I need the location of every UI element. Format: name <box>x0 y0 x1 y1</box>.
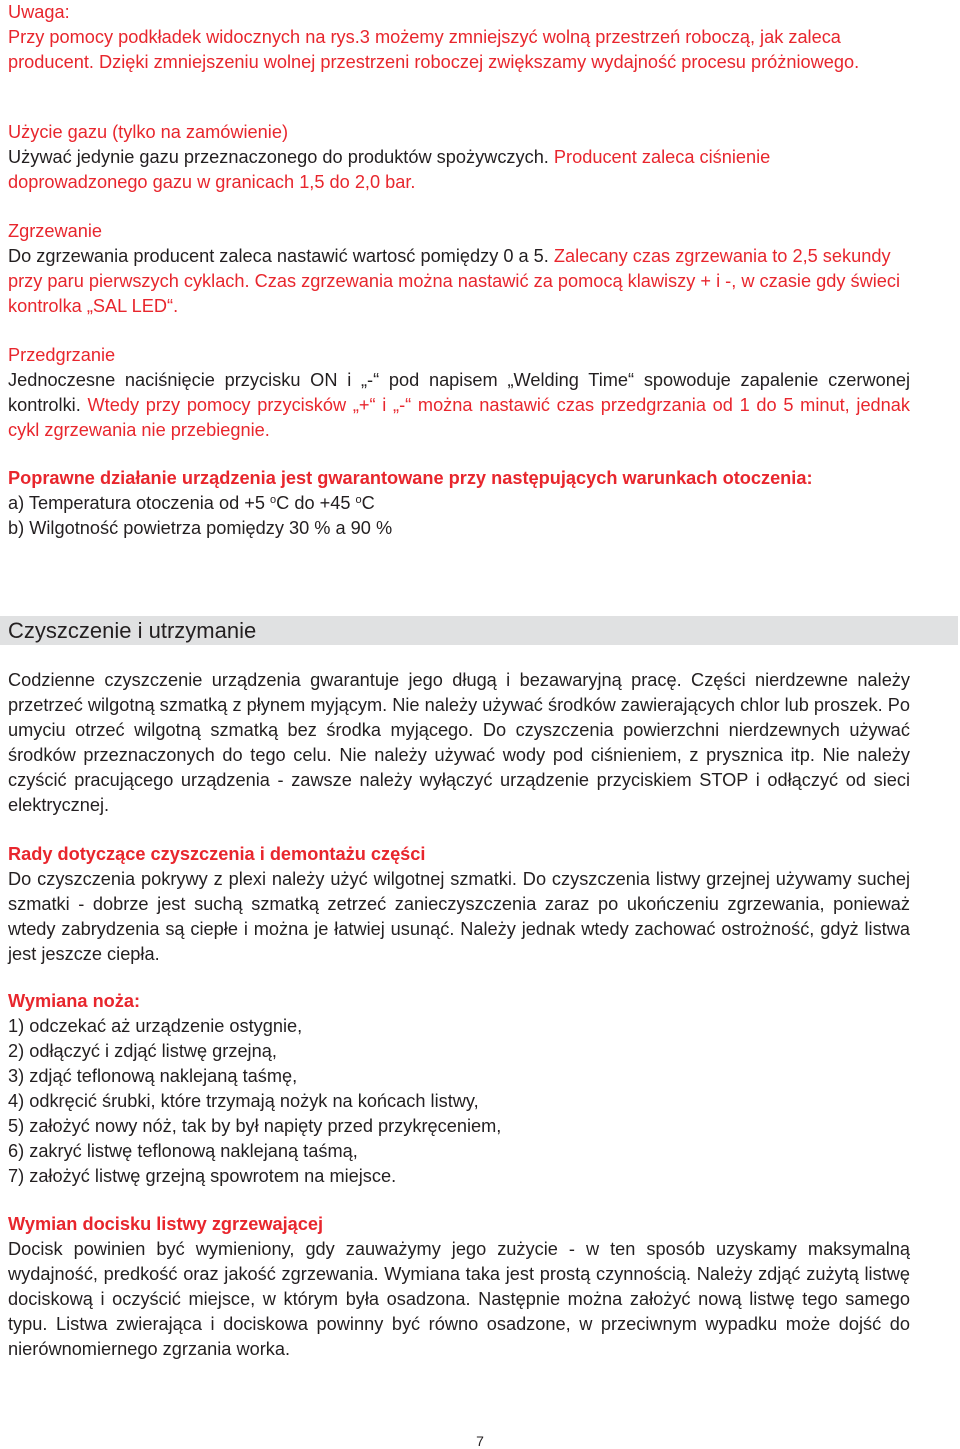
preheat-body-red: Wtedy przy pomocy przycisków „+“ i „-“ można nastawić czas przedgrzania od 1 do 5 minut, jednak cykl zgrzewania nie przebiegnie. <box>8 395 910 440</box>
welding-title: Zgrzewanie <box>8 221 103 241</box>
cleaning-block <box>8 668 910 818</box>
tips-title: Rady dotyczące czyszczenia i demontażu części <box>8 844 426 864</box>
list-item: 1) odczekać aż urządzenie ostygnie, <box>8 1016 303 1036</box>
section-title: Czyszczenie i utrzymanie <box>8 618 257 643</box>
list-item: 3) zdjąć teflonową naklejaną taśmę, <box>8 1066 298 1086</box>
list-item: 7) założyć listwę grzejną spowrotem na miejsce. <box>8 1166 397 1186</box>
knife-title: Wymiana noża: <box>8 991 141 1011</box>
conditions-block <box>8 466 910 541</box>
temperature-text-2: C do +45 <box>276 493 356 513</box>
degree-mark: o <box>270 494 277 506</box>
warning-title: Uwaga: <box>8 2 70 22</box>
warning-body: Przy pomocy podkładek widocznych na rys.3 możemy zmniejszyć wolną przestrzeń roboczą, jak zaleca producent. Dzięki zmniejszeniu wolnej przestrzeni roboczej zwiększamy wydajność procesu próżniowego. <box>8 27 860 72</box>
warning-block <box>8 0 910 75</box>
tips-block <box>8 842 910 967</box>
list-item: 4) odkręcić śrubki, które trzymają nożyk na końcach listwy, <box>8 1091 479 1111</box>
welding-body-red-2: Czas zgrzewania można nastawić za pomocą klawiszy + i -, w czasie gdy świeci kontrolka „SAL LED“. <box>8 271 901 316</box>
knife-steps <box>8 1014 910 1189</box>
temperature-unit: C <box>361 493 375 513</box>
list-item: 5) założyć nowy nóż, tak by był napięty przed przykręceniem, <box>8 1116 502 1136</box>
cleaning-body: Codzienne czyszczenie urządzenia gwarantuje jego długą i bezawaryjną pracę. Części nierdzewne należy przetrzeć wilgotną szmatką z płynem myjącym. Nie należy używać środków zawierających chlor lub proszek. Po umyciu otrzeć wilgotną szmatką bez środka myjącego. Do czyszczenia powierzchni nierdzewnych używać środków przeznaczonych do tego celu. Nie należy używać wody pod ciśnieniem, z prysznica itp. Nie należy czyścić pracującego urządzenia - zawsze należy wyłączyć urządzenie przyciskiem STOP i odłączyć od sieci elektrycznej. <box>8 670 910 815</box>
conditions-title: Poprawne działanie urządzenia jest gwarantowane przy następujących warunkach otoczenia: <box>8 468 813 488</box>
pressure-body: Docisk powinien być wymieniony, gdy zauważymy jego zużycie - w ten sposób uzyskamy maksymalną wydajność, predkość oraz jakość zgrzewania. Wymiana taka jest prostą czynnością. Należy zdjąć zużytą listwę dociskową i oczyścić miejsce, w którym była osadzona. Następnie można założyć nową listwę tego samego typu. Listwa zwierająca i dociskowa powinny być równo osadzone, w przeciwnym wypadku może dojść do nierównomiernego zgrzania worka. <box>8 1239 910 1359</box>
welding-body <box>8 244 910 319</box>
gas-title: Użycie gazu (tylko na zamówienie) <box>8 122 288 142</box>
gas-body-plain: Używać jedynie gazu przeznaczonego do produktów spożywczych. <box>8 147 554 167</box>
tips-body: Do czyszczenia pokrywy z plexi należy użyć wilgotnej szmatki. Do czyszczenia listwy grzejnej używamy suchej szmatki - dobrze jest suchą szmatką zetrzeć zanieczyszczenia zaraz po ukończeniu zgrzewania, ponieważ wtedy zabrydzenia są ciepłe i można je łatwiej usunąć. Należy jednak wtedy zachować ostrożność, gdyż listwa jest jeszcze ciepła. <box>8 869 910 964</box>
list-item: 2) odłączyć i zdjąć listwę grzejną, <box>8 1041 277 1061</box>
welding-block <box>8 219 910 319</box>
conditions-temperature <box>8 491 910 516</box>
pressure-title: Wymian docisku listwy zgrzewającej <box>8 1214 324 1234</box>
knife-block <box>8 989 910 1189</box>
conditions-humidity: b) Wilgotność powietrza pomiędzy 30 % a 90 % <box>8 518 393 538</box>
gas-body-red: Producent zaleca ciśnienie doprowadzonego gazu w granicach 1,5 do 2,0 bar. <box>8 147 771 192</box>
degree-mark-2: o <box>355 494 362 506</box>
preheat-body-plain: Jednoczesne naciśnięcie przycisku ON i „-“ pod napisem „Welding Time“ spowoduje zapalenie czerwonej kontrolki. <box>8 370 910 415</box>
pressure-block <box>8 1212 910 1362</box>
temperature-text: a) Temperatura otoczenia od +5 <box>8 493 271 513</box>
page-number: 7 <box>476 1433 484 1449</box>
gas-block <box>8 120 910 195</box>
gas-body <box>8 145 910 195</box>
list-item: 6) zakryć listwę teflonową naklejaną taśmą, <box>8 1141 358 1161</box>
preheat-body <box>8 368 910 443</box>
welding-body-plain: Do zgrzewania producent zaleca nastawić wartosć pomiędzy 0 a 5. <box>8 246 554 266</box>
preheat-title: Przedgrzanie <box>8 345 116 365</box>
welding-body-red-1: Zalecany czas zgrzewania to 2,5 sekundy przy paru pierwszych cyklach. <box>8 246 891 291</box>
preheat-block <box>8 343 910 443</box>
